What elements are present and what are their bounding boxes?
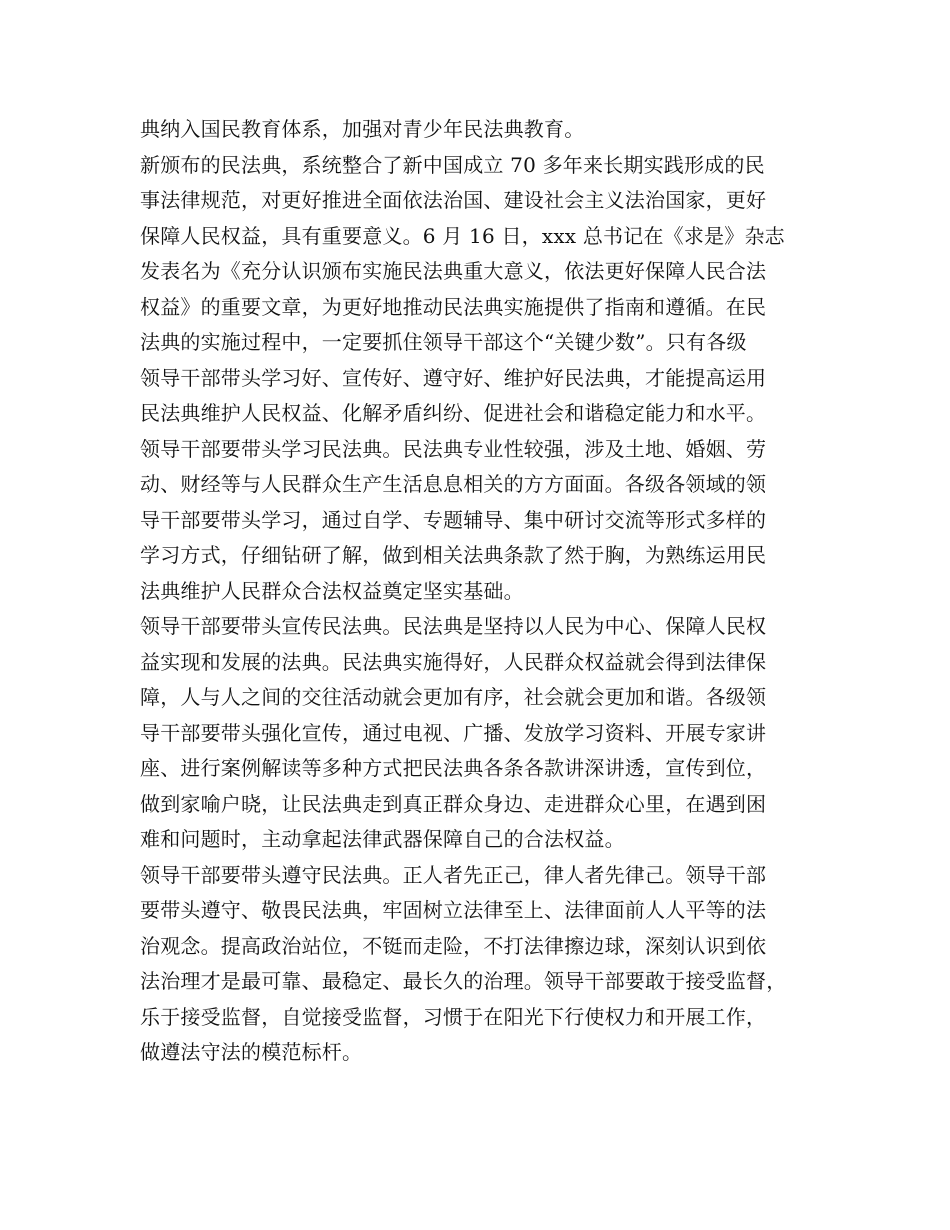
text-line: 难和问题时，主动拿起法律武器保障自己的合法权益。 <box>140 827 625 851</box>
text-line: 做遵法守法的模范标杆。 <box>140 1040 363 1064</box>
text-line: 新颁布的民法典，系统整合了新中国成立 70 多年来长期实践形成的民 <box>140 152 765 177</box>
text-line: 动、财经等与人民群众生产生活息息相关的方方面面。各级各领域的领 <box>140 472 767 496</box>
text-line: 障，人与人之间的交往活动就会更加有序，社会就会更加和谐。各级领 <box>140 685 767 709</box>
text-line: 做到家喻户晓，让民法典走到真正群众身边、走进群众心里，在遇到困 <box>140 791 767 816</box>
text-line: 法治理才是最可靠、最稳定、最长久的治理。领导干部要敢于接受监督， <box>140 969 787 993</box>
text-line: 保障人民权益，具有重要意义。6 月 16 日，xxx 总书记在《求是》杂志 <box>140 223 785 248</box>
document-body <box>140 112 830 1071</box>
text-line: 座、进行案例解读等多种方式把民法典各条各款讲深讲透，宣传到位， <box>140 756 767 780</box>
text-line: 学习方式，仔细钻研了解，做到相关法典条款了然于胸，为熟练运用民 <box>140 543 767 567</box>
text-line: 领导干部要带头宣传民法典。民法典是坚持以人民为中心、保障人民权 <box>140 614 767 638</box>
text-line: 乐于接受监督，自觉接受监督，习惯于在阳光下行使权力和开展工作， <box>140 1004 767 1029</box>
text-line: 典纳入国民教育体系，加强对青少年民法典教育。 <box>140 117 585 141</box>
text-line: 领导干部要带头学习民法典。民法典专业性较强，涉及土地、婚姻、劳 <box>140 436 767 461</box>
text-line: 导干部要带头强化宣传，通过电视、广播、发放学习资料、开展专家讲 <box>140 720 767 745</box>
text-line: 要带头遵守、敬畏民法典，牢固树立法律至上、法律面前人人平等的法 <box>140 898 767 922</box>
text-line: 发表名为《充分认识颁布实施民法典重大意义，依法更好保障人民合法 <box>140 259 767 283</box>
text-line: 民法典维护人民权益、化解矛盾纠纷、促进社会和谐稳定能力和水平。 <box>140 401 767 425</box>
text-line: 治观念。提高政治站位，不铤而走险，不打法律擦边球，深刻认识到依 <box>140 933 767 958</box>
text-line: 领导干部要带头遵守民法典。正人者先正己，律人者先律己。领导干部 <box>140 862 767 887</box>
text-line: 益实现和发展的法典。民法典实施得好，人民群众权益就会得到法律保 <box>140 649 767 674</box>
text-line: 法典维护人民群众合法权益奠定坚实基础。 <box>140 578 524 603</box>
text-line: 法典的实施过程中，一定要抓住领导干部这个“关键少数”。只有各级 <box>140 330 747 354</box>
text-line: 权益》的重要文章，为更好地推动民法典实施提供了指南和遵循。在民 <box>140 294 767 319</box>
text-line: 导干部要带头学习，通过自学、专题辅导、集中研讨交流等形式多样的 <box>140 507 767 532</box>
text-line: 事法律规范，对更好推进全面依法治国、建设社会主义法治国家，更好 <box>140 188 767 212</box>
text-line: 领导干部带头学习好、宣传好、遵守好、维护好民法典，才能提高运用 <box>140 365 767 390</box>
